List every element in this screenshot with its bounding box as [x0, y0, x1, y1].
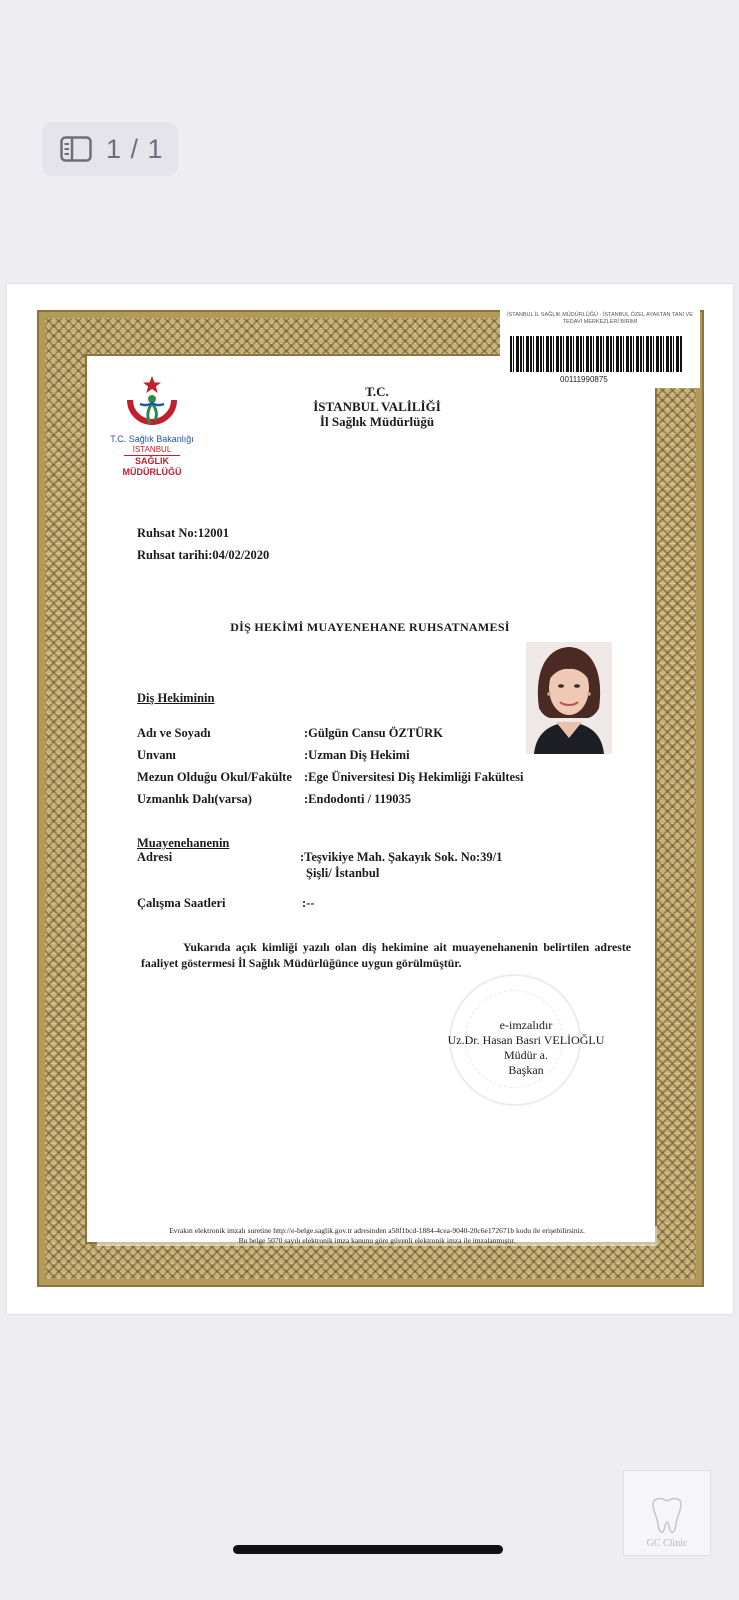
portrait-icon: [526, 642, 612, 754]
header-mudurluk: İl Sağlık Müdürlüğü: [319, 414, 435, 429]
field-label-address: Adresi: [137, 850, 173, 864]
field-value-specialty: :Endodonti / 119035: [304, 792, 411, 806]
page-indicator[interactable]: [42, 122, 178, 176]
clinic-watermark: [623, 1470, 711, 1556]
sidebar-toggle-icon: [60, 136, 92, 162]
ministry-emblem-icon: [122, 374, 182, 434]
watermark-text: GC Clinic: [646, 1538, 688, 1549]
document-page: [7, 284, 733, 1314]
field-label-title: Unvanı: [137, 748, 176, 762]
ministry-logo: [107, 374, 197, 478]
document-header: [297, 384, 457, 429]
license-date: Ruhsat tarihi:04/02/2020: [137, 548, 270, 562]
barcode-icon: [510, 336, 682, 372]
clinic-section-heading: Muayenehanenin: [137, 836, 230, 850]
field-value-title: :Uzman Diş Hekimi: [304, 748, 410, 762]
header-valilik: İSTANBUL VALİLİĞİ: [313, 399, 441, 414]
logo-directorate-line2: MÜDÜRLÜĞÜ: [122, 467, 182, 477]
field-label-school: Mezun Olduğu Okul/Fakülte: [137, 770, 292, 784]
signature-e-signed: e-imzalıdır: [499, 1018, 553, 1032]
dentist-photo: [526, 642, 612, 754]
field-value-hours: :--: [302, 896, 315, 910]
field-value-address-line2: Şişli/ İstanbul: [306, 866, 380, 880]
footer-law-note: Bu belge 5070 sayılı elektronik imza kanunu göre güvenli elektronik imza ile imzalanmıştır.: [238, 1236, 516, 1245]
home-indicator[interactable]: [233, 1545, 503, 1554]
barcode-block: [500, 310, 700, 388]
field-label-name: Adı ve Soyadı: [137, 726, 211, 740]
barcode-header: İSTANBUL İL SAĞLIK MÜDÜRLÜĞÜ - İSTANBUL ÖZEL AYAKTAN TANI VE TEDAVİ MERKEZLERİ BİRİMİ: [507, 312, 693, 325]
barcode-number: 00111990875: [560, 375, 608, 384]
logo-city: İSTANBUL: [124, 445, 180, 456]
field-label-specialty: Uzmanlık Dalı(varsa): [137, 792, 252, 806]
tooth-icon: [645, 1494, 689, 1538]
page-count: 1 / 1: [106, 133, 164, 164]
declaration-text: Yukarıda açık kimliği yazılı olan diş hekimine ait muayenehanenin belirtilen adreste faaliyet göstermesi İl Sağlık Müdürlüğünce uygun görülmüştür.: [141, 940, 631, 970]
field-value-school: :Ege Üniversitesi Diş Hekimliği Fakültesi: [304, 770, 524, 784]
footer-verification: Evrakın elektronik imzalı suretine http://e-belge.saglik.gov.tr adresinden a58f1bcd-1884-4cea-9040-20c6e172671b kodu ile erişebilirsiniz.: [169, 1226, 585, 1235]
signature-block: [431, 1018, 621, 1078]
header-tc: T.C.: [365, 384, 389, 399]
field-label-hours: Çalışma Saatleri: [137, 896, 226, 910]
signature-role: Müdür a.: [504, 1048, 548, 1062]
license-number: Ruhsat No:12001: [137, 526, 230, 540]
field-value-name: :Gülgün Cansu ÖZTÜRK: [304, 726, 443, 740]
document-title: DİŞ HEKİMİ MUAYENEHANE RUHSATNAMESİ: [230, 620, 510, 634]
dentist-section-heading: Diş Hekiminin: [137, 691, 215, 705]
signature-name: Uz.Dr. Hasan Basri VELİOĞLU: [447, 1033, 605, 1047]
document-footer: [97, 1226, 657, 1246]
signature-title: Başkan: [508, 1063, 544, 1077]
field-value-address-line1: :Teşvikiye Mah. Şakayık Sok. No:39/1: [300, 850, 503, 864]
logo-ministry-name: T.C. Sağlık Bakanlığı: [110, 434, 194, 444]
logo-directorate-line1: SAĞLIK: [134, 456, 169, 466]
